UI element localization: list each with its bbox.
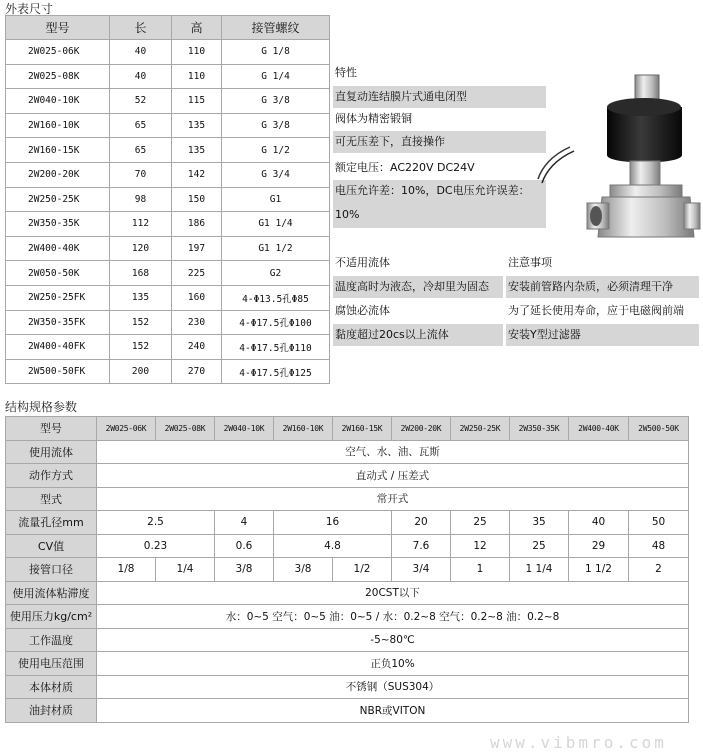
spec-value: 直动式 / 压差式	[97, 464, 689, 488]
dim-length: 168	[110, 261, 172, 286]
notes-item: 安装前管路内杂质，必须清理干净	[506, 276, 699, 298]
dim-length: 65	[110, 138, 172, 163]
spec-value: 1	[451, 558, 510, 582]
dim-length: 98	[110, 187, 172, 212]
dim-row	[6, 113, 330, 138]
spec-label: 本体材质	[6, 675, 97, 699]
spec-value: 50	[629, 511, 689, 535]
spec-label: 动作方式	[6, 464, 97, 488]
spec-value: 常开式	[97, 487, 689, 511]
spec-value: 20CST以下	[97, 581, 689, 605]
dim-length: 70	[110, 162, 172, 187]
dimensions-table	[5, 15, 330, 384]
dim-model: 2W400-40FK	[6, 335, 110, 360]
spec-value: 7.6	[392, 534, 451, 558]
dim-thread: G 1/8	[222, 40, 330, 65]
dim-row	[6, 64, 330, 89]
spec-model: 2W500-50K	[629, 417, 689, 441]
spec-value: NBR或VITON	[97, 699, 689, 723]
dim-header-thread: 接管螺纹	[222, 16, 330, 40]
dim-thread: 4-Φ13.5孔Φ85	[222, 285, 330, 310]
spec-value: 1/8	[97, 558, 156, 582]
spec-value: 40	[569, 511, 629, 535]
spec-model: 2W160-10K	[274, 417, 333, 441]
dim-height: 115	[172, 89, 222, 114]
spec-value: 3/4	[392, 558, 451, 582]
spec-row-port	[6, 558, 689, 582]
spec-value: 48	[629, 534, 689, 558]
spec-label: 使用压力kg/cm²	[6, 605, 97, 629]
unsuitable-item: 黏度超过20cs以上流体	[333, 324, 503, 346]
dim-model: 2W040-10K	[6, 89, 110, 114]
dim-thread: G 1/2	[222, 138, 330, 163]
dim-model: 2W500-50FK	[6, 359, 110, 384]
dim-height: 197	[172, 236, 222, 261]
spec-row-cv	[6, 534, 689, 558]
spec-value: 不锈钢（SUS304）	[97, 675, 689, 699]
dim-length: 200	[110, 359, 172, 384]
dim-thread: G2	[222, 261, 330, 286]
notes-title: 注意事项	[508, 256, 552, 269]
solenoid-valve-image	[532, 67, 702, 252]
spec-value: 1 1/4	[510, 558, 569, 582]
dim-row	[6, 138, 330, 163]
spec-row-body	[6, 675, 689, 699]
spec-value: 1/2	[333, 558, 392, 582]
dim-thread: G1 1/4	[222, 212, 330, 237]
dim-height: 150	[172, 187, 222, 212]
dim-thread: G 1/4	[222, 64, 330, 89]
dim-height: 160	[172, 285, 222, 310]
spec-label: 接管口径	[6, 558, 97, 582]
dim-row	[6, 212, 330, 237]
dim-row	[6, 236, 330, 261]
dim-height: 135	[172, 113, 222, 138]
spec-label: 使用流体粘滞度	[6, 581, 97, 605]
spec-row-voltage	[6, 652, 689, 676]
dim-length: 112	[110, 212, 172, 237]
specs-title: 结构规格参数	[5, 400, 78, 414]
spec-row-type	[6, 487, 689, 511]
dim-height: 110	[172, 64, 222, 89]
spec-label: 油封材质	[6, 699, 97, 723]
spec-label: CV值	[6, 534, 97, 558]
dim-header-model: 型号	[6, 16, 110, 40]
spec-model: 2W350-35K	[510, 417, 569, 441]
dim-length: 40	[110, 40, 172, 65]
feature-line: 阀体为精密锻铜	[335, 112, 412, 125]
dim-height: 135	[172, 138, 222, 163]
spec-model: 2W200-20K	[392, 417, 451, 441]
spec-label: 使用电压范围	[6, 652, 97, 676]
dim-thread: 4-Φ17.5孔Φ100	[222, 310, 330, 335]
dim-thread: G 3/8	[222, 89, 330, 114]
dim-model: 2W350-35K	[6, 212, 110, 237]
dim-length: 120	[110, 236, 172, 261]
dim-length: 52	[110, 89, 172, 114]
dim-height: 270	[172, 359, 222, 384]
dim-height: 142	[172, 162, 222, 187]
dim-model: 2W025-08K	[6, 64, 110, 89]
dim-row	[6, 285, 330, 310]
dim-thread: 4-Φ17.5孔Φ125	[222, 359, 330, 384]
spec-label: 型号	[6, 417, 97, 441]
dim-model: 2W400-40K	[6, 236, 110, 261]
spec-model: 2W250-25K	[451, 417, 510, 441]
spec-value: 20	[392, 511, 451, 535]
unsuitable-title: 不适用流体	[335, 256, 390, 269]
unsuitable-item: 温度高时为液态，冷却里为固态	[333, 276, 503, 298]
spec-value: 0.6	[215, 534, 274, 558]
spec-value: 正负10%	[97, 652, 689, 676]
spec-label: 流量孔径mm	[6, 511, 97, 535]
spec-row-action	[6, 464, 689, 488]
spec-label: 工作温度	[6, 628, 97, 652]
dim-row	[6, 40, 330, 65]
spec-value: 3/8	[215, 558, 274, 582]
spec-row-model	[6, 417, 689, 441]
dim-row	[6, 359, 330, 384]
dim-length: 65	[110, 113, 172, 138]
spec-value: 29	[569, 534, 629, 558]
unsuitable-item: 腐蚀必流体	[335, 304, 390, 317]
spec-value: 3/8	[274, 558, 333, 582]
spec-row-temp	[6, 628, 689, 652]
feature-line: 电压允许差：10%，DC电压允许误差：	[335, 184, 530, 197]
spec-label: 使用流体	[6, 440, 97, 464]
spec-value: 4.8	[274, 534, 392, 558]
feature-line: 10%	[335, 208, 360, 221]
dim-model: 2W160-10K	[6, 113, 110, 138]
spec-row-viscosity	[6, 581, 689, 605]
spec-row-fluid	[6, 440, 689, 464]
dim-thread: G 3/8	[222, 113, 330, 138]
dim-length: 135	[110, 285, 172, 310]
dim-model: 2W050-50K	[6, 261, 110, 286]
dim-height: 225	[172, 261, 222, 286]
feature-line: 额定电压：AC220V DC24V	[335, 161, 475, 174]
dim-model: 2W350-35FK	[6, 310, 110, 335]
spec-value: 12	[451, 534, 510, 558]
spec-row-pressure	[6, 605, 689, 629]
dim-header-height: 高	[172, 16, 222, 40]
dim-length: 152	[110, 310, 172, 335]
features-title: 特性	[335, 66, 357, 79]
spec-row-orifice	[6, 511, 689, 535]
spec-value: 2	[629, 558, 689, 582]
spec-model: 2W400-40K	[569, 417, 629, 441]
dim-height: 240	[172, 335, 222, 360]
dim-row	[6, 261, 330, 286]
spec-label: 型式	[6, 487, 97, 511]
spec-row-seal	[6, 699, 689, 723]
notes-item: 安装Y型过滤器	[506, 324, 699, 346]
dimensions-title: 外表尺寸	[5, 2, 54, 16]
dim-header-length: 长	[110, 16, 172, 40]
spec-value: 16	[274, 511, 392, 535]
feature-line: 可无压差下，直接操作	[333, 131, 546, 153]
spec-value: 25	[451, 511, 510, 535]
dim-thread: 4-Φ17.5孔Φ110	[222, 335, 330, 360]
spec-value: 空气、水、油、瓦斯	[97, 440, 689, 464]
spec-value: 水：0~5 空气：0~5 油：0~5 / 水：0.2~8 空气：0.2~8 油：0.2~8	[97, 605, 689, 629]
dim-height: 230	[172, 310, 222, 335]
spec-model: 2W025-08K	[156, 417, 215, 441]
dim-model: 2W160-15K	[6, 138, 110, 163]
dim-length: 152	[110, 335, 172, 360]
feature-line: 直复动连结膜片式通电闭型	[333, 86, 546, 108]
spec-model: 2W025-06K	[97, 417, 156, 441]
dim-row	[6, 162, 330, 187]
spec-value: -5~80℃	[97, 628, 689, 652]
dim-thread: G1 1/2	[222, 236, 330, 261]
dim-row	[6, 187, 330, 212]
watermark: www.vibmro.com	[490, 733, 667, 752]
dim-length: 40	[110, 64, 172, 89]
spec-value: 1/4	[156, 558, 215, 582]
spec-value: 0.23	[97, 534, 215, 558]
dim-height: 186	[172, 212, 222, 237]
dim-row	[6, 89, 330, 114]
dim-model: 2W250-25FK	[6, 285, 110, 310]
spec-model: 2W160-15K	[333, 417, 392, 441]
spec-value: 1 1/2	[569, 558, 629, 582]
specs-table	[5, 416, 689, 723]
notes-item: 为了延长使用寿命，应于电磁阀前端	[508, 304, 684, 317]
spec-value: 2.5	[97, 511, 215, 535]
dim-row	[6, 310, 330, 335]
dim-thread: G1	[222, 187, 330, 212]
dim-model: 2W025-06K	[6, 40, 110, 65]
dim-row	[6, 335, 330, 360]
dim-model: 2W250-25K	[6, 187, 110, 212]
spec-value: 4	[215, 511, 274, 535]
dim-thread: G 3/4	[222, 162, 330, 187]
dim-model: 2W200-20K	[6, 162, 110, 187]
dim-height: 110	[172, 40, 222, 65]
spec-value: 25	[510, 534, 569, 558]
spec-value: 35	[510, 511, 569, 535]
spec-model: 2W040-10K	[215, 417, 274, 441]
